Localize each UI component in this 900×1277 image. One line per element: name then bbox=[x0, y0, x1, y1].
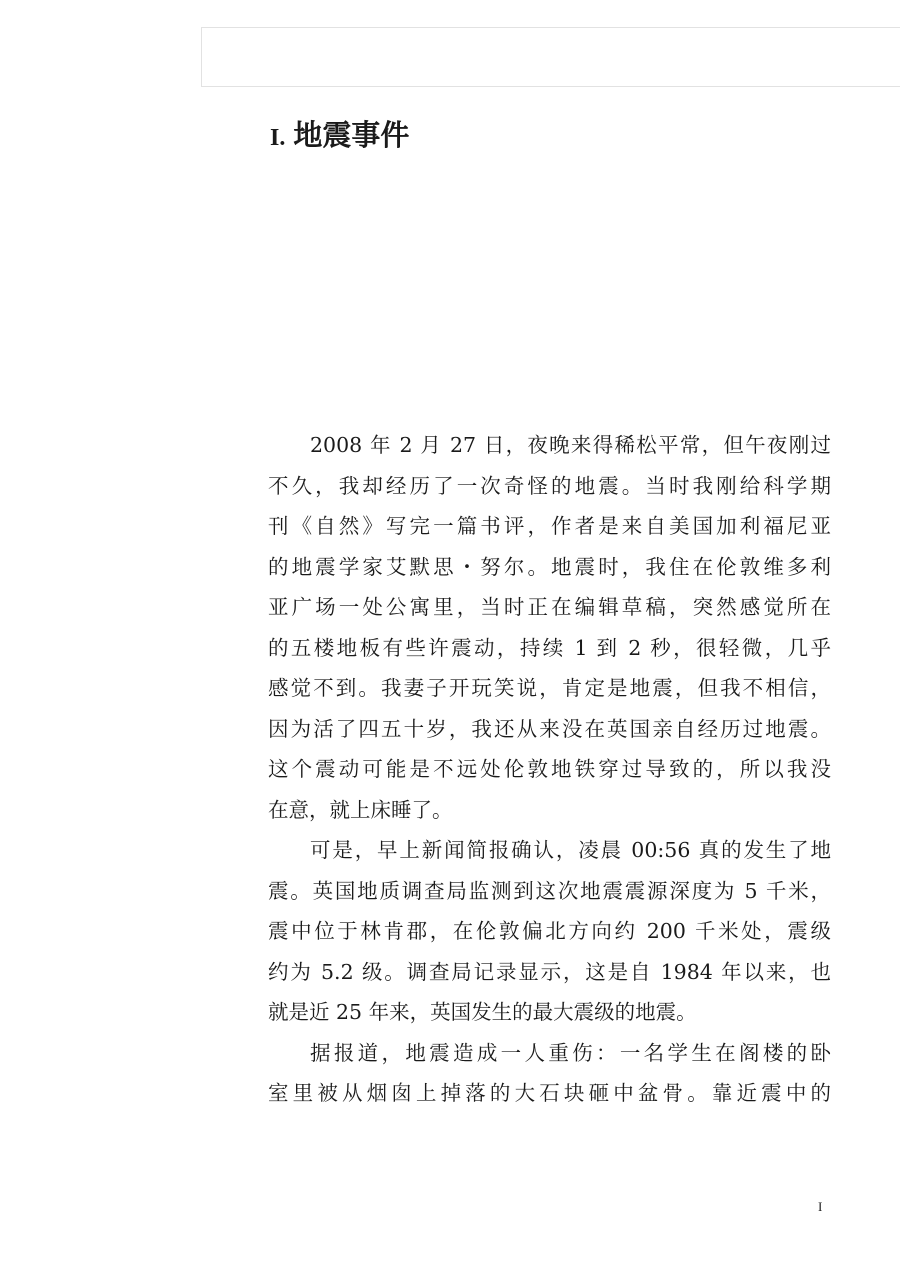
chapter-number: I. bbox=[270, 125, 286, 151]
paragraph-2 bbox=[268, 830, 831, 1033]
text-line: 的地震学家艾默思・努尔。地震时，我住在伦敦维多利 bbox=[268, 554, 831, 579]
chapter-heading bbox=[270, 112, 409, 160]
running-header-box bbox=[201, 27, 900, 87]
body-text bbox=[268, 425, 831, 1114]
text-line: 这个震动可能是不远处伦敦地铁穿过导致的，所以我没 bbox=[268, 757, 831, 781]
text-line: 感觉不到。我妻子开玩笑说，肯定是地震，但我不相信， bbox=[268, 676, 831, 700]
paragraph-3 bbox=[268, 1033, 831, 1114]
text-line: 震。英国地质调查局监测到这次地震震源深度为 5 千米， bbox=[268, 878, 831, 903]
text-line: 室里被从烟囱上掉落的大石块砸中盆骨。靠近震中的 bbox=[268, 1081, 831, 1105]
text-line: 约为 5.2 级。调查局记录显示，这是自 1984 年以来，也 bbox=[268, 959, 831, 984]
text-line: 据报道，地震造成一人重伤：一名学生在阁楼的卧 bbox=[310, 1040, 831, 1065]
text-line: 亚广场一处公寓里，当时正在编辑草稿，突然感觉所在 bbox=[268, 595, 831, 619]
text-line: 在意，就上床睡了。 bbox=[268, 797, 453, 822]
page-number: I bbox=[818, 1199, 823, 1214]
text-line: 因为活了四五十岁，我还从来没在英国亲自经历过地震。 bbox=[268, 716, 831, 741]
text-line: 刊《自然》写完一篇书评，作者是来自美国加利福尼亚 bbox=[268, 514, 831, 538]
text-line: 的五楼地板有些许震动，持续 1 到 2 秒，很轻微，几乎 bbox=[268, 635, 831, 660]
text-line: 2008 年 2 月 27 日，夜晚来得稀松平常，但午夜刚过 bbox=[310, 433, 831, 457]
text-line: 不久，我却经历了一次奇怪的地震。当时我刚给科学期 bbox=[268, 473, 831, 498]
text-line: 就是近 25 年来，英国发生的最大震级的地震。 bbox=[268, 1000, 697, 1024]
chapter-title: 地震事件 bbox=[293, 118, 410, 152]
text-line: 可是，早上新闻简报确认，凌晨 00:56 真的发生了地 bbox=[310, 838, 831, 862]
paragraph-1 bbox=[268, 425, 831, 830]
text-line: 震中位于林肯郡，在伦敦偏北方向约 200 千米处，震级 bbox=[268, 919, 831, 943]
